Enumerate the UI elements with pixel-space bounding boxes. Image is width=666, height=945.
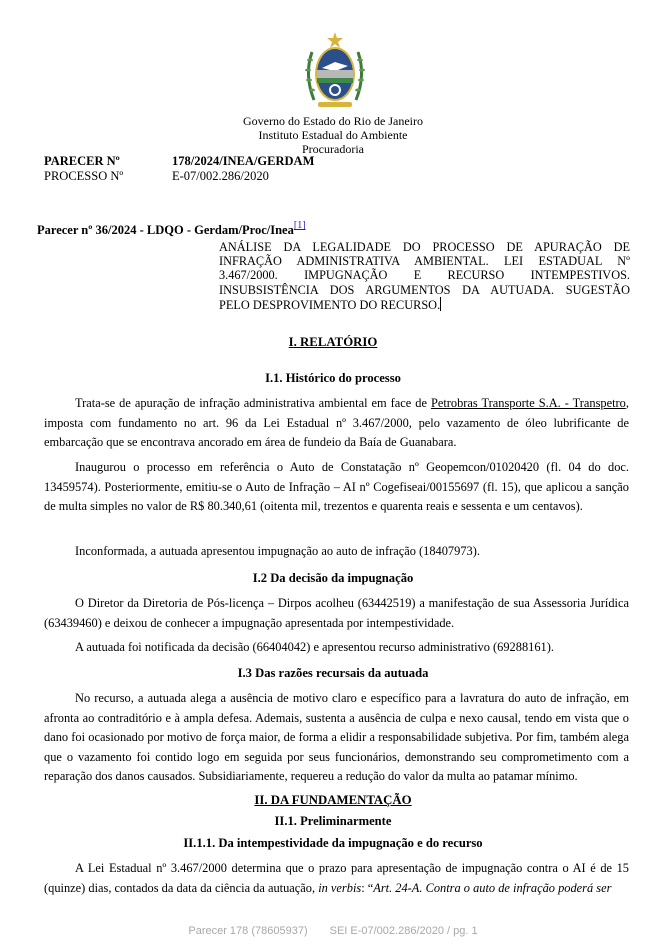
- processo-value: E-07/002.286/2020: [172, 169, 269, 183]
- rio-de-janeiro-coat-of-arms-icon: [300, 30, 370, 110]
- section-title-fundamentacao: II. DA FUNDAMENTAÇÃO: [254, 793, 412, 807]
- processo-label: PROCESSO Nº: [44, 169, 124, 183]
- subsection-title-preliminarmente: II.1. Preliminarmente: [274, 814, 392, 828]
- latin-term: in verbis: [318, 880, 362, 895]
- company-name: Petrobras Transporte S.A. - Transpetro: [430, 396, 626, 410]
- paragraph-6: No recurso, a autuada alega a ausência de motivo claro e específico para a lavratura do auto de infração, em afronta ao contraditório e à ampla defesa. Ademais, sustenta a ausência de culpa e nexo causal, tendo em vista que o dano foi ocasionado por motivo de força maior, de forma a elidir a responsabilidade subjetiva. Por fim, também alega que o vazamento foi contido logo em seguida por seus funcionários, demonstrando seu comprometimento com a reparação dos danos causados. Subsidiariamente, requereu a redução do valor da multa ao patamar mínimo.: [44, 691, 629, 783]
- document-meta: [44, 154, 314, 184]
- header-department: Procuradoria: [302, 142, 364, 156]
- page-footer: [0, 925, 666, 937]
- parecer-identifier: [37, 220, 306, 238]
- quote-open: : “: [361, 880, 374, 895]
- ementa-line-last: [219, 297, 630, 312]
- parecer-value: 178/2024/INEA/GERDAM: [172, 154, 315, 168]
- section-title-relatorio: I. RELATÓRIO: [288, 335, 378, 349]
- paragraph-3: Inconformada, a autuada apresentou impugnação ao auto de infração (18407973).: [75, 544, 480, 558]
- ementa-line: INFRAÇÃO ADMINISTRATIVA AMBIENTAL. LEI ESTADUAL Nº: [219, 254, 630, 269]
- legal-quote: Art. 24-A. Contra o auto de infração poderá ser: [373, 880, 612, 895]
- subsection-title-intempestividade: II.1.1. Da intempestividade da impugnação e do recurso: [183, 836, 483, 850]
- paragraph-4: O Diretor da Diretoria de Pós-licença – Dirpos acolheu (63442519) a manifestação de sua Assessoria Jurídica (63439460) e deixou de conhecer a impugnação apresentada por intempestividade.: [44, 596, 629, 630]
- subsection-title-razoes: I.3 Das razões recursais da autuada: [237, 666, 429, 680]
- paragraph-7: [44, 859, 629, 898]
- ementa-line: INSUBSISTÊNCIA DOS ARGUMENTOS DA AUTUADA. SUGESTÃO: [219, 282, 630, 297]
- parecer-label: PARECER Nº: [44, 154, 120, 168]
- ementa-summary: [219, 240, 630, 312]
- paragraph-1: [44, 394, 629, 453]
- subsection-title-decisao: I.2 Da decisão da impugnação: [252, 571, 414, 585]
- institution-header: [0, 114, 666, 156]
- parecer-identifier-text: Parecer nº 36/2024 - LDQO - Gerdam/Proc/Inea: [37, 223, 294, 237]
- paragraph-1-start: Trata-se de apuração de infração administrativa ambiental em face de: [75, 396, 431, 410]
- footer-page-ref: SEI E-07/002.286/2020 / pg. 1: [329, 925, 478, 937]
- ementa-line: ANÁLISE DA LEGALIDADE DO PROCESSO DE APURAÇÃO DE: [219, 240, 630, 254]
- header-government: Governo do Estado do Rio de Janeiro: [243, 114, 423, 128]
- paragraph-2: Inaugurou o processo em referência o Auto de Constatação nº Geopemcon/01020420 (fl. 04 do doc. 13459574). Posteriormente, emitiu-se o Auto de Infração – AI nº Cogefiseai/00155697 (fl. 15), que aplicou a sanção de multa simples no valor de R$ 80.340,61 (oitenta mil, trezentos e quarenta reais e sessenta e um centavos).: [44, 460, 629, 513]
- header-institute: Instituto Estadual do Ambiente: [258, 128, 408, 142]
- footer-doc-ref: Parecer 178 (78605937): [188, 925, 308, 937]
- ementa-line: PELO DESPROVIMENTO DO RECURSO.: [219, 297, 441, 312]
- footnote-link[interactable]: [1]: [293, 220, 306, 231]
- paragraph-5: A autuada foi notificada da decisão (66404042) e apresentou recurso administrativo (69288161).: [75, 640, 554, 654]
- paragraph-1-end: , imposta com fundamento no art. 96 da Lei Estadual nº 3.467/2000, pelo vazamento de óleo lubrificante de embarcação que se encontrava ancorado em área de fundeio da Baía de Guanabara.: [44, 396, 629, 449]
- ementa-line: 3.467/2000. IMPUGNAÇÃO E RECURSO INTEMPESTIVOS.: [219, 268, 630, 283]
- parecer-row: [44, 154, 314, 169]
- processo-row: [44, 169, 314, 184]
- paragraph-7-start: A Lei Estadual nº 3.467/2000 determina que o prazo para apresentação de impugnação contra o AI é de 15 (quinze) dias, contados da data da ciência da autuação,: [44, 861, 629, 895]
- subsection-title-historico: I.1. Histórico do processo: [265, 371, 401, 385]
- text-cursor: [440, 297, 441, 311]
